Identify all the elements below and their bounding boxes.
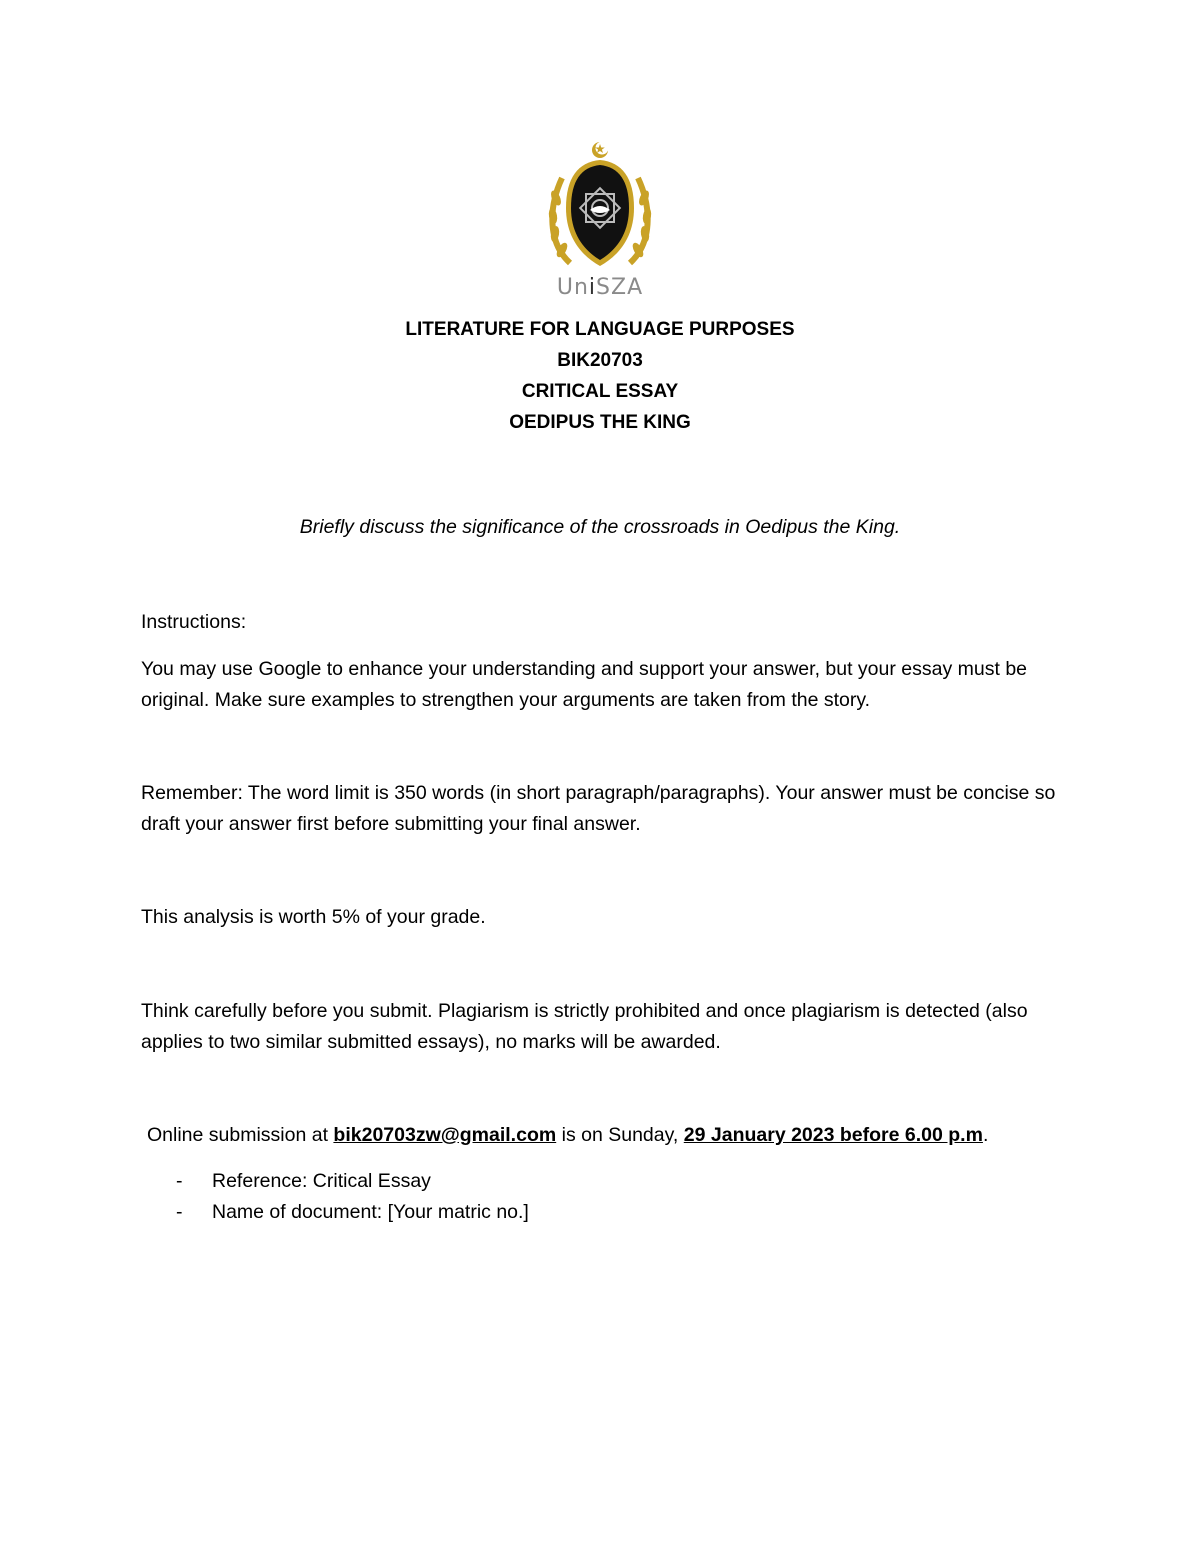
essay-question: Briefly discuss the significance of the crossroads in Oedipus the King. bbox=[299, 516, 901, 538]
list-dash: - bbox=[176, 1170, 183, 1192]
text-title: OEDIPUS THE KING bbox=[509, 412, 691, 433]
word-limit-note: Remember: The word limit is 350 words (in short paragraph/paragraphs). Your answer must be concise so draft your answer first before submitting your final answer. bbox=[141, 782, 1056, 835]
course-code: BIK20703 bbox=[557, 350, 643, 371]
submission-requirements-list bbox=[176, 1166, 529, 1228]
submission-email-link[interactable]: bik20703zw@gmail.com bbox=[333, 1124, 557, 1146]
list-item bbox=[176, 1197, 529, 1228]
submission-prefix: Online submission at bbox=[147, 1124, 334, 1146]
list-item-text: Reference: Critical Essay bbox=[212, 1170, 431, 1192]
instructions-label: Instructions: bbox=[141, 611, 247, 633]
course-title: LITERATURE FOR LANGUAGE PURPOSES bbox=[405, 319, 795, 340]
list-item bbox=[176, 1166, 529, 1197]
instructions-text: You may use Google to enhance your understanding and support your answer, but your essay must be original. Make sure examples to strengthen your arguments are taken from the story. bbox=[141, 658, 1028, 711]
grade-weight-note: This analysis is worth 5% of your grade. bbox=[141, 906, 486, 928]
submission-middle: is on Sunday, bbox=[556, 1124, 684, 1146]
list-dash: - bbox=[176, 1201, 183, 1223]
assignment-type: CRITICAL ESSAY bbox=[521, 381, 679, 402]
course-heading bbox=[0, 314, 1200, 438]
submission-deadline: 29 January 2023 before 6.00 p.m bbox=[683, 1124, 983, 1146]
svg-text:UniSZA: UniSZA bbox=[556, 275, 644, 300]
list-item-text: Name of document: [Your matric no.] bbox=[212, 1201, 529, 1223]
plagiarism-note: Think carefully before you submit. Plagiarism is strictly prohibited and once plagiarism is detected (also applies to two similar submitted essays), no marks will be awarded. bbox=[141, 1000, 1028, 1053]
university-logo bbox=[540, 138, 660, 300]
submission-suffix: . bbox=[982, 1124, 989, 1146]
submission-note bbox=[147, 1120, 1077, 1151]
